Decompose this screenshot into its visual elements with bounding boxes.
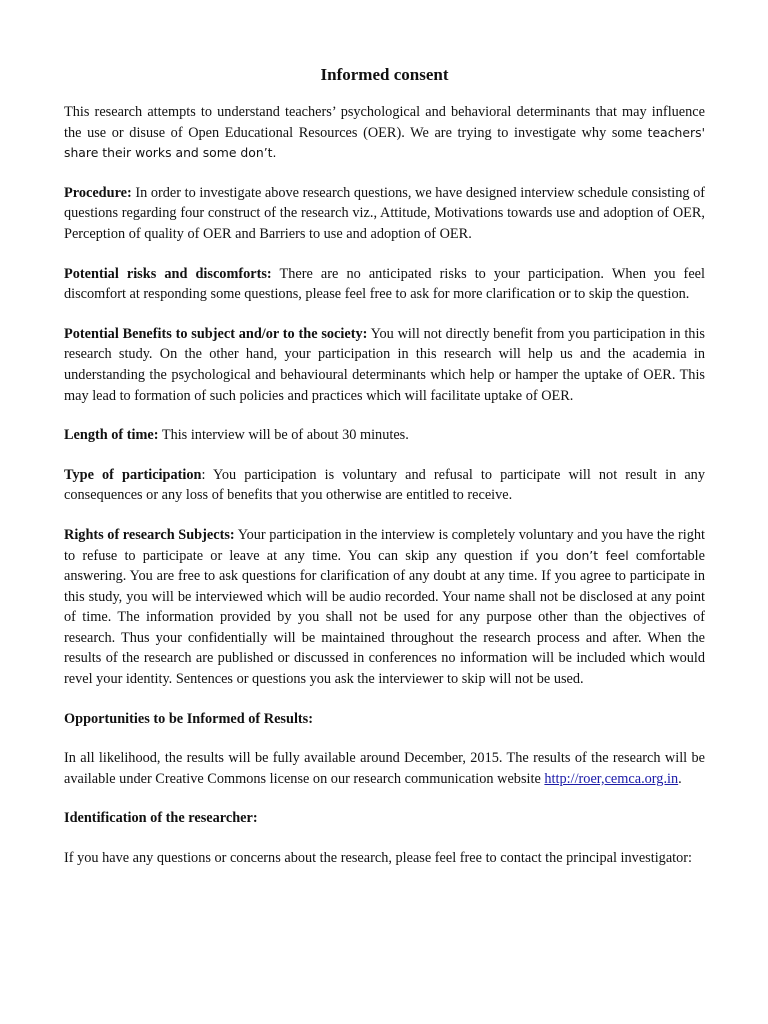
length-text: This interview will be of about 30 minutes. <box>158 427 409 444</box>
participation-heading: Type of participation <box>64 466 202 483</box>
intro-paragraph <box>64 102 705 164</box>
risks-paragraph <box>64 264 705 305</box>
rights-text-b: comfortable answering. You are free to ask questions for clarification of any doubt at any time. If you agree to participate in this study, you will be interviewed which will be audio recorded. Your name shall not be disclosed at any point of time. The information provided by you shall not be used for any purpose other than the objectives of research. Thus your confidentially will be maintained throughout the research process and after. When the results of the research are published or discussed in conferences no information will be included which would revel your identity. Sentences or questions you ask the interviewer to skip will not be used. <box>64 547 705 688</box>
length-heading: Length of time: <box>64 427 159 444</box>
benefits-heading: Potential Benefits to subject and/or to the society: <box>64 325 368 342</box>
procedure-text: In order to investigate above research questions, we have designed interview schedule consisting of questions regarding four construct of the research viz., Attitude, Motivations towards use and adoption of OER, Perception of quality of OER and Barriers to use and adoption of OER. <box>64 184 705 242</box>
risks-heading: Potential risks and discomforts: <box>64 265 272 282</box>
rights-paragraph <box>64 525 705 690</box>
benefits-paragraph <box>64 324 705 406</box>
participation-paragraph <box>64 465 705 506</box>
rights-text-sans: you don’t feel <box>535 547 629 563</box>
length-paragraph <box>64 425 705 446</box>
results-after-link: . <box>678 770 682 787</box>
intro-text: This research attempts to understand teachers’ psychological and behavioral determinants that may influence the use or disuse of Open Educational Resources (OER). We are trying to investigate why some <box>64 104 705 141</box>
intro-text-sans: teachers' share their works and some don’t. <box>64 124 705 161</box>
procedure-paragraph <box>64 183 705 245</box>
document-title: Informed consent <box>320 65 449 84</box>
rights-text-a: Your participation in the interview is completely voluntary and you have the right to refuse to participate or leave at any time. You can skip any question if <box>64 526 705 564</box>
researcher-heading: Identification of the researcher: <box>64 810 258 827</box>
procedure-heading: Procedure: <box>64 184 132 201</box>
benefits-text: You will not directly benefit from you participation in this research study. On the other hand, your participation in this research will help us and the academia in understanding the psychological and behavioural determinants which help or hamper the uptake of OER. This may lead to formation of such policies and practices which will facilitate uptake of OER. <box>64 325 705 404</box>
results-heading: Opportunities to be Informed of Results: <box>64 710 314 727</box>
document-page <box>64 62 705 888</box>
risks-text: There are no anticipated risks to your participation. When you feel discomfort at responding some questions, please feel free to ask for more clarification or to skip the question. <box>64 265 705 303</box>
results-paragraph <box>64 748 705 789</box>
participation-text: : You participation is voluntary and refusal to participate will not result in any consequences or any loss of benefits that you otherwise are entitled to receive. <box>64 466 705 504</box>
rights-heading: Rights of research Subjects: <box>64 526 235 543</box>
research-website-link[interactable]: http://roer,cemca.org.in <box>544 770 679 787</box>
results-text: In all likelihood, the results will be fully available around December, 2015. The results of the research will be available under Creative Commons license on our research communication website <box>64 750 705 787</box>
researcher-paragraph: If you have any questions or concerns about the research, please feel free to contact the principal investigator: <box>64 850 693 867</box>
